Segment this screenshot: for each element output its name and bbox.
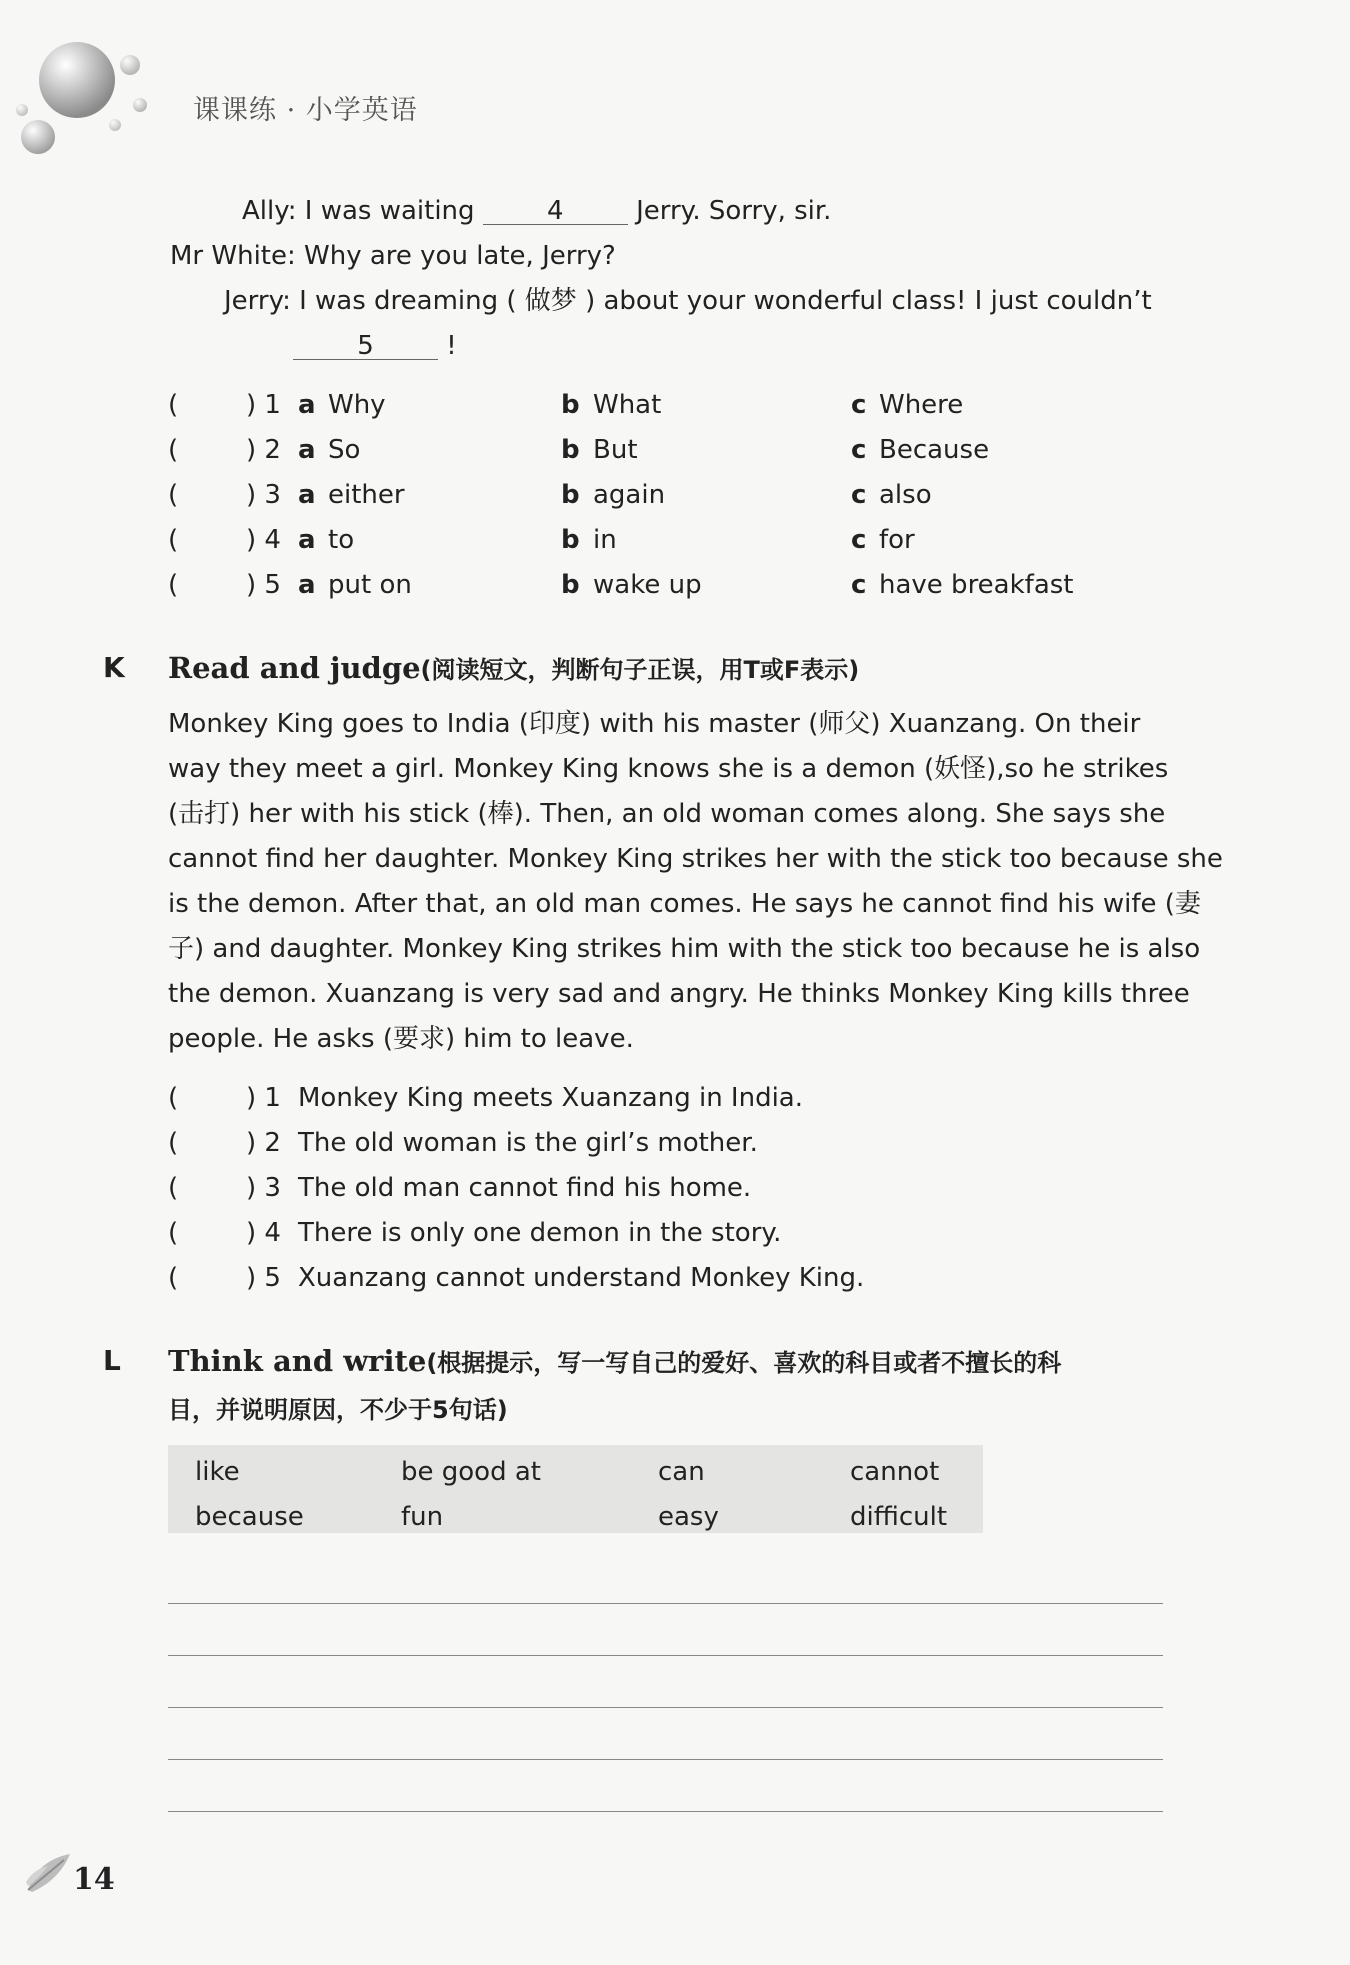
word-bank-item: be good at [401,1457,541,1487]
section-l-title: Think and write(根据提示，写一写自己的爱好、喜欢的科目或者不擅长的科 [168,1344,1062,1378]
statement-text: Xuanzang cannot understand Monkey King. [298,1263,865,1293]
option-b: wake up [593,570,702,600]
statement-text: The old woman is the girl’s mother. [298,1128,758,1158]
passage-line: 子) and daughter. Monkey King strikes him with the stick too because he is also [168,934,1201,964]
answer-paren[interactable]: ( [168,525,179,555]
section-k-letter: K [103,651,125,684]
writing-line[interactable] [168,1655,1163,1656]
dialogue-line-jerry: Jerry: I was dreaming ( 做梦 ) about your wonderful class! I just couldn’t [224,286,1152,316]
word-bank-item: because [195,1502,304,1532]
option-a: So [328,435,361,465]
option-b: But [593,435,638,465]
option-a: to [328,525,355,555]
section-l-note: (根据提示，写一写自己的爱好、喜欢的科目或者不擅长的科 [426,1349,1062,1377]
statement-text: There is only one demon in the story. [298,1218,782,1248]
writing-line[interactable] [168,1759,1163,1760]
passage-line: people. He asks (要求) him to leave. [168,1024,634,1054]
answer-blank[interactable]: 4 [483,198,628,225]
answer-paren[interactable]: ( [168,435,179,465]
option-c: Where [879,390,964,420]
answer-paren[interactable]: ( [168,1218,179,1248]
word-bank-item: can [658,1457,705,1487]
passage-line: cannot find her daughter. Monkey King strikes her with the stick too because she [168,844,1223,874]
option-c: also [879,480,932,510]
word-bank-item: like [195,1457,240,1487]
option-c: for [879,525,915,555]
answer-paren[interactable]: ( [168,1263,179,1293]
answer-paren[interactable]: ( [168,1083,179,1113]
section-k-title: Read and judge(阅读短文，判断句子正误，用T或F表示) [168,651,860,685]
option-c: Because [879,435,990,465]
word-bank-item: easy [658,1502,719,1532]
answer-paren[interactable]: ( [168,570,179,600]
page-number: 14 [73,1862,115,1897]
section-l-letter: L [103,1344,121,1377]
option-b: What [593,390,662,420]
reading-passage [168,702,1223,1062]
passage-line: way they meet a girl. Monkey King knows she is a demon (妖怪),so he strikes [168,754,1169,784]
word-bank-item: cannot [850,1457,940,1487]
answer-paren[interactable]: ( [168,390,179,420]
section-k-note: (阅读短文，判断句子正误，用T或F表示) [420,656,860,684]
speaker: Jerry: [224,286,291,316]
passage-line: Monkey King goes to India (印度) with his master (师父) Xuanzang. On their [168,709,1141,739]
option-b: in [593,525,617,555]
passage-line: (击打) her with his stick (棒). Then, an old woman comes along. She says she [168,799,1166,829]
writing-line[interactable] [168,1811,1163,1812]
passage-line: the demon. Xuanzang is very sad and angry. He thinks Monkey King kills three [168,979,1190,1009]
option-a: either [328,480,405,510]
leaf-icon [24,1850,74,1894]
word-bank-item: fun [401,1502,444,1532]
word-bank-item: difficult [850,1502,948,1532]
statement-text: The old man cannot find his home. [298,1173,752,1203]
speaker: Ally: [242,196,297,226]
bubble-decoration-icon [10,30,160,170]
word-bank [168,1445,983,1533]
passage-line: is the demon. After that, an old man comes. He says he cannot find his wife (妻 [168,889,1201,919]
writing-line[interactable] [168,1707,1163,1708]
answer-paren[interactable]: ( [168,1128,179,1158]
dialogue-line-ally: Ally: I was waiting 4 Jerry. Sorry, sir. [242,196,832,226]
section-l-note-cont: 目，并说明原因，不少于5句话) [168,1396,508,1424]
answer-blank[interactable]: 5 [293,333,438,360]
answer-paren[interactable]: ( [168,480,179,510]
dialogue-line-jerry-cont: 5 ! [293,333,457,360]
option-b: again [593,480,666,510]
statement-text: Monkey King meets Xuanzang in India. [298,1083,804,1113]
speaker: Mr White: [170,241,296,271]
option-a: Why [328,390,386,420]
answer-paren[interactable]: ( [168,1173,179,1203]
option-c: have breakfast [879,570,1074,600]
header-title: 课课练 · 小学英语 [193,95,418,126]
dialogue-line-mr-white: Mr White: Why are you late, Jerry? [170,241,616,271]
workbook-page: 课课练 · 小学英语 Ally: I was waiting 4 Jerry. Sorry, sir. Mr White: Why are you late, Jerry? Jerry: I was dreaming ( 做梦 ) about your wonderful class! I just couldn’t 5 ! ( ) 1 a Why b What c Where ( ) 2 a So b But c Because ( ) 3 a either b again c also ( ) 4 a to b in c for ( ) 5 a put on b wake up c have breakfast K Read and judge(阅读短文，判断句子正误，用T或F表示) Monkey King goes to India (印度) with his master (师父) Xuanzang. On their way they meet a girl. Monkey King knows she is a demon (妖怪),so he strikes (击打) her with his stick (棒). Then, an old woman comes along. She says she cannot find her daughter. Monkey King strikes her with the stick too because she is the demon. After that, an old man comes. He says he cannot find his wife (妻 子) and daughter. Monkey King strikes him with the stick too because he is also the demon. Xuanzang is very sad and angry. He thinks Monkey King kills three people. He asks (要求) him to leave. ( ) 1 Monkey King meets Xuanzang in India. ( ) 2 The old woman is the girl’s mother. ( ) 3 The old man cannot find his home. ( ) 4 There is only one demon in the story. ( ) 5 Xuanzang cannot understand Monkey King. L Think and write(根据提示，写一写自己的爱好、喜欢的科目或者不擅长的科 目，并说明原因，不少于5句话) like be good at can cannot because fun easy difficult 14 [0,0,1350,1965]
option-a: put on [328,570,412,600]
writing-line[interactable] [168,1603,1163,1604]
